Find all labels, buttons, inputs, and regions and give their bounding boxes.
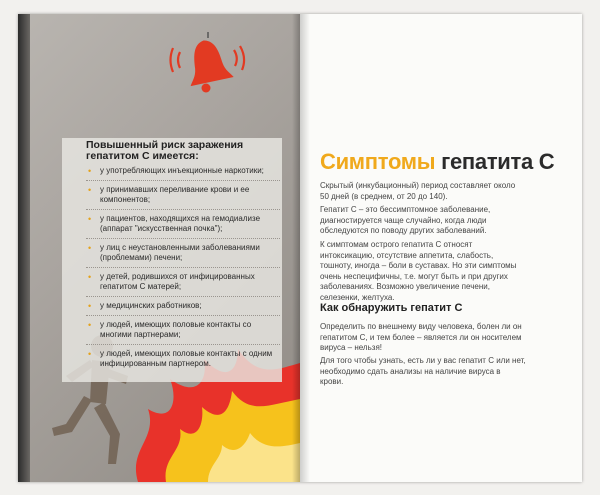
test-paragraph: Для того чтобы узнать, есть ли у вас гепатит С или нет, необходимо сдать анализы на наличие вируса в крови. xyxy=(320,356,526,386)
symptoms-paragraph: К симптомам острого гепатита С относят интоксикацию, отсутствие аппетита, слабость, тошноту, иногда – боли в суставах. Но эти симптомы очень неспецифичны, т.е. могут быть и при других заболеваниях. Возможно увеличение печени, селезенки, желтуха. xyxy=(320,240,517,302)
title-rest: гепатита С xyxy=(435,149,555,174)
bullet-icon: • xyxy=(88,272,92,282)
page-crease xyxy=(300,14,310,482)
asymptomatic-paragraph: Гепатит С – это бессимптомное заболевание, диагностируется чаще случайно, когда люди обследуются по поводу других заболеваний. xyxy=(320,205,491,235)
incubation-paragraph: Скрытый (инкубационный) период составляет около 50 дней (в среднем, от 20 до 140). xyxy=(320,181,516,201)
list-item: • у людей, имеющих половые контакты со многими партнерами; xyxy=(86,320,280,345)
risk-title: Повышенный риск заражения гепатитом С имеется: xyxy=(86,139,244,162)
symptoms-title xyxy=(320,150,554,174)
bullet-icon: • xyxy=(88,214,92,224)
page-crease xyxy=(292,14,300,482)
risk-list xyxy=(86,166,280,377)
bell-icon xyxy=(168,32,248,102)
bullet-icon: • xyxy=(88,320,92,330)
list-item: • у людей, имеющих половые контакты с одним инфицированным партнером. xyxy=(88,349,273,368)
bullet-icon: • xyxy=(88,349,92,359)
list-item: • у пациентов, находящихся на гемодиализе (аппарат "искусственная почка"); xyxy=(86,214,280,239)
page-edge xyxy=(18,14,30,482)
detect-subtitle: Как обнаружить гепатит С xyxy=(320,302,463,314)
bullet-icon: • xyxy=(88,301,92,311)
list-item: • у принимавших переливание крови и ее компонентов; xyxy=(86,185,280,210)
bullet-icon: • xyxy=(88,243,92,253)
list-item: • у лиц с неустановленными заболеваниями (проблемами) печени; xyxy=(86,243,280,268)
list-item: • у медицинских работников; xyxy=(86,301,280,316)
detect-paragraph: Определить по внешнему виду человека, болен ли он гепатитом С, и тем более – является ли он носителем вируса – нельзя! xyxy=(320,322,522,352)
title-highlight: Симптомы xyxy=(320,149,436,174)
list-item: • у употребляющих инъекционные наркотики; xyxy=(86,166,280,181)
list-item: • у детей, родившихся от инфицированных гепатитом С матерей; xyxy=(86,272,280,297)
bullet-icon: • xyxy=(88,185,92,195)
bullet-icon: • xyxy=(88,166,92,176)
